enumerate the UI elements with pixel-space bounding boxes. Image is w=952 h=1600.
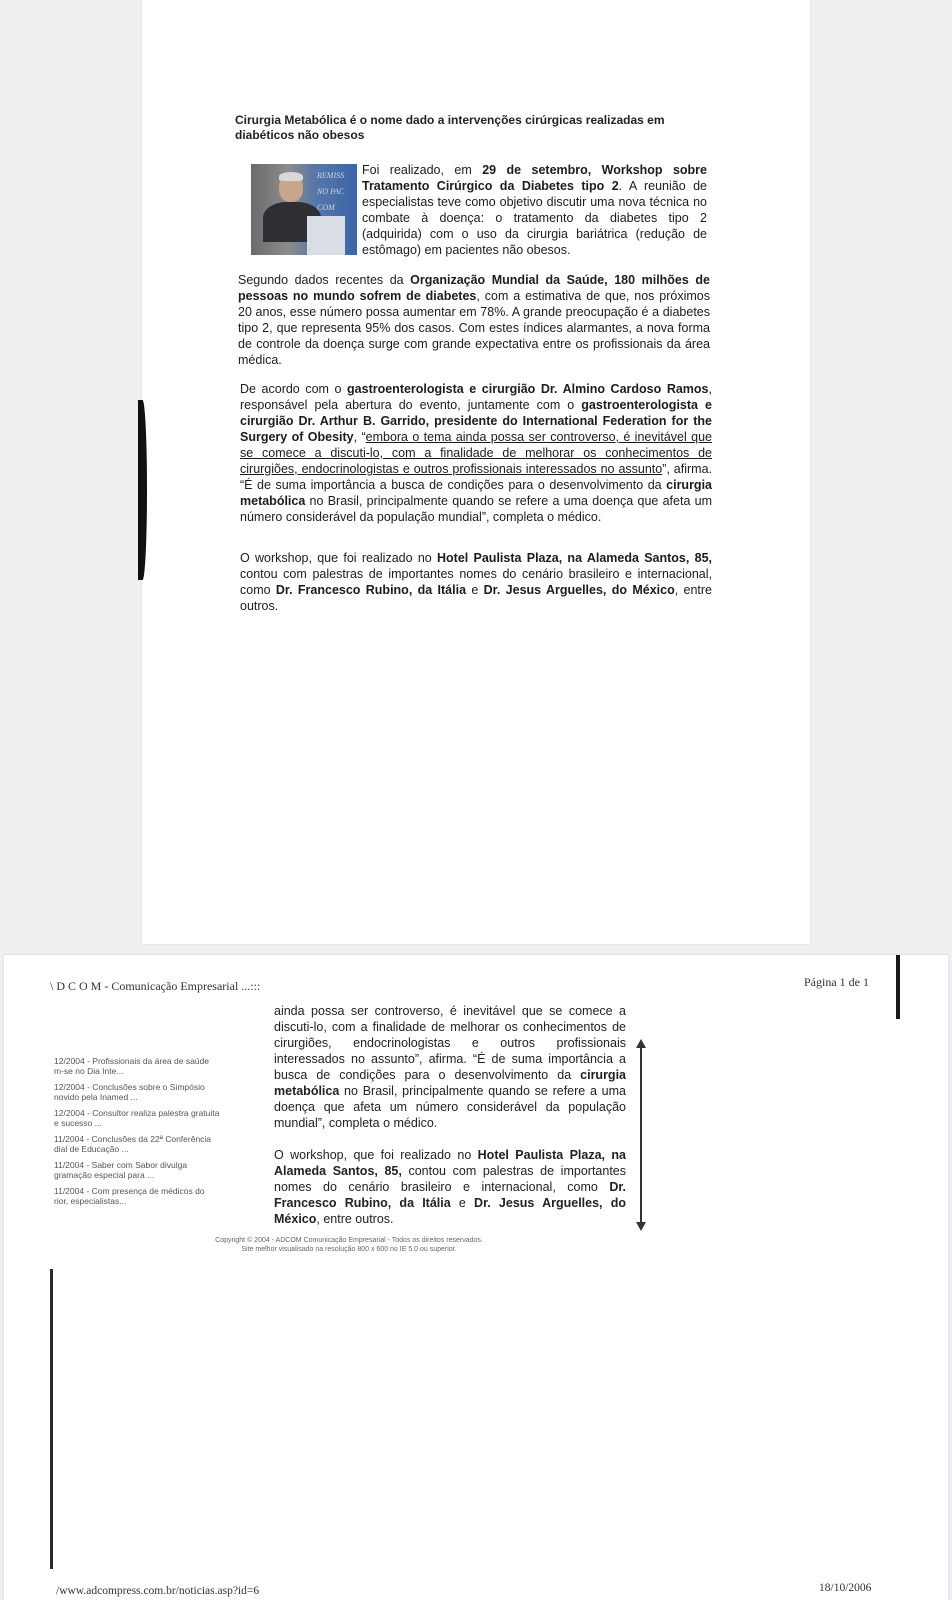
scroll-track[interactable] bbox=[640, 1047, 642, 1223]
site-title: \ D C O M - Comunicação Empresarial ...::: bbox=[50, 979, 261, 993]
print-footer-date: 18/10/2006 bbox=[819, 1582, 872, 1594]
scrollbar[interactable] bbox=[636, 1039, 646, 1231]
scanned-page-2 bbox=[4, 955, 948, 1600]
news-link[interactable]: 12/2004 - Conclusões sobre o Simpósio novido pela Inamed ... bbox=[54, 1082, 205, 1102]
paragraph-workshop-venue: O workshop, que foi realizado no Hotel Paulista Plaza, na Alameda Santos, 85, contou com palestras de importantes nomes do cenário brasileiro e internacional, como Dr. Francesco Rubino, da Itália e Dr. Jesus Arguelles, do México, entre outros. bbox=[240, 551, 713, 613]
news-link[interactable]: 11/2004 - Conclusões da 22ª Conferência dial de Educação ... bbox=[54, 1134, 212, 1154]
page-number: Página 1 de 1 bbox=[804, 975, 869, 989]
paragraph-workshop-intro: Foi realizado, em 29 de setembro, Workshop sobre Tratamento Cirúrgico da Diabetes tipo 2. A reunião de especialistas teve como objetivo discutir uma nova técnica no combate à doença: o tratamento da diabetes tipo 2 (adquirida) com o uso da cirurgia bariátrica (redução de estômago) em pacientes não obesos. bbox=[362, 163, 708, 257]
scroll-down-arrow-icon[interactable] bbox=[636, 1222, 646, 1231]
page-binding-line bbox=[50, 1269, 53, 1569]
photo-banner-text: REMISS NO PAC COM bbox=[317, 171, 345, 212]
news-link[interactable]: 11/2004 - Saber com Sabor divulga gramação especial para ... bbox=[54, 1160, 188, 1180]
article-heading: Cirurgia Metabólica é o nome dado a intervenções cirúrgicas realizadas em diabéticos não obesos bbox=[235, 113, 665, 142]
paragraph-doctor-quotes: De acordo com o gastroenterologista e cirurgião Dr. Almino Cardoso Ramos, responsável pela abertura do evento, juntamente com o gastroenterologista e cirurgião Dr. Arthur B. Garrido, presidente do International Federation for the Surgery of Obesity, “embora o tema ainda possa ser controverso, é inevitável que se comece a discuti-lo, com a finalidade de melhorar os conhecimentos de cirurgiões, endocrinologistas e outros profissionais interessados no assunto”, afirma. “É de suma importância a busca de condições para o desenvolvimento da cirurgia metabólica no Brasil, principalmente quando se refere a uma doença que afeta um número considerável da população mundial”, completa o médico. bbox=[240, 382, 713, 524]
scanned-page-1 bbox=[142, 0, 810, 944]
print-footer-url: /www.adcompress.com.br/noticias.asp?id=6 bbox=[56, 1585, 260, 1597]
news-link[interactable]: 11/2004 - Com presença de médicos do rior, especialistas... bbox=[54, 1186, 205, 1206]
paragraph-oms-data: Segundo dados recentes da Organização Mundial da Saúde, 180 milhões de pessoas no mundo sofrem de diabetes, com a estimativa de que, nos próximos 20 anos, esse número possa aumentar em 78%. A grande preocupação é a diabetes tipo 2, que representa 95% dos casos. Com estes índices alarmantes, a nova forma de controle da doença surge com grande expectativa entre os profissionais da área médica. bbox=[238, 273, 711, 367]
news-link[interactable]: 12/2004 - Profissionais da área de saúde m-se no Dia Inte... bbox=[54, 1056, 209, 1076]
news-list bbox=[54, 1056, 254, 1212]
article-paragraph: O workshop, que foi realizado no Hotel Paulista Plaza, na Alameda Santos, 85, contou com palestras de importantes nomes do cenário brasileiro e internacional, como Dr. Francesco Rubino, da Itália e Dr. Jesus Arguelles, do México, entre outros. bbox=[274, 1148, 626, 1225]
copyright-notice: Copyright © 2004 - ADCOM Comunicação Empresarial - Todos os direitos reservados. Site melhor visualisado na resolução 800 x 600 no IE 5.0 ou superior. bbox=[215, 1237, 483, 1253]
speaker-photo bbox=[251, 164, 357, 255]
article-scroll-area[interactable] bbox=[274, 1003, 626, 1225]
article-paragraph: ainda possa ser controverso, é inevitável que se comece a discuti-lo, com a finalidade de melhorar os conhecimentos de cirurgiões, endocrinologistas e outros profissionais interessados no assunto”, afirma. “É de suma importância a busca de condições para o desenvolvimento da cirurgia metabólica no Brasil, principalmente quando se refere a uma doença que afeta um número considerável da população mundial”, completa o médico. bbox=[274, 1004, 626, 1130]
page-binding-shadow bbox=[138, 400, 147, 580]
page-edge-mark bbox=[896, 955, 900, 1019]
news-link[interactable]: 12/2004 - Consultor realiza palestra gratuita e sucesso ... bbox=[54, 1108, 220, 1128]
